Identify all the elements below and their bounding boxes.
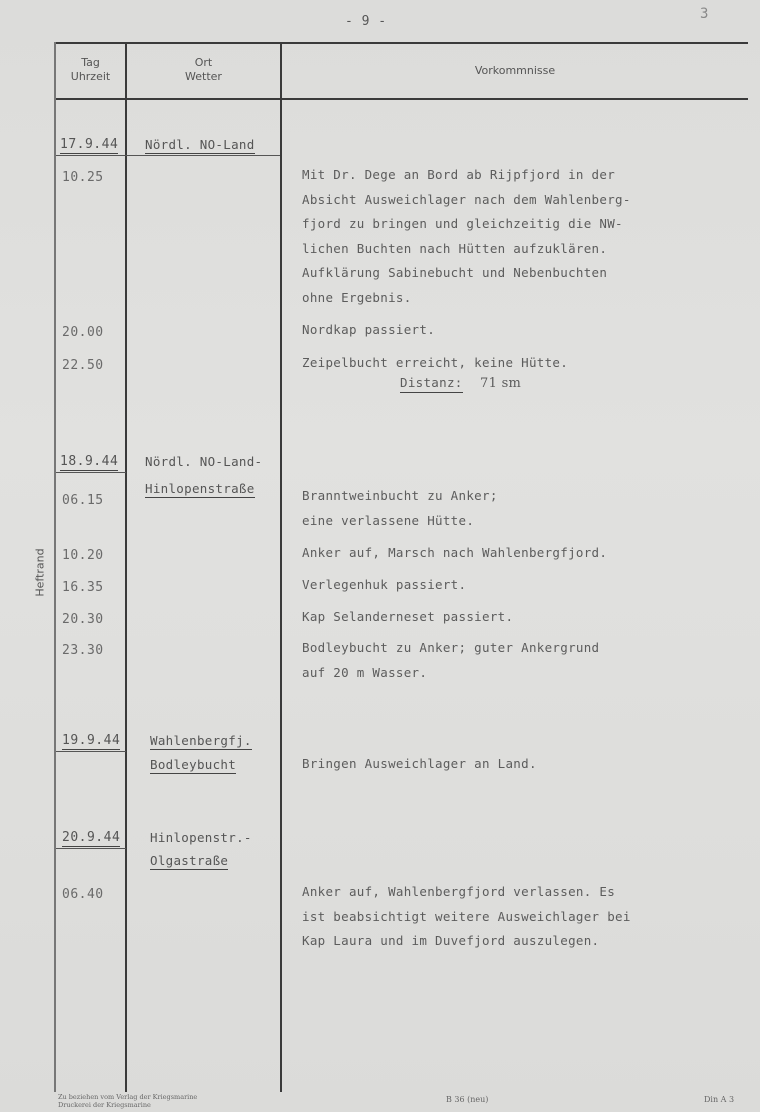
text-line: fjord zu bringen und gleichzeitig die NW- bbox=[302, 216, 623, 231]
header-date-line1: Tag bbox=[81, 56, 100, 69]
header-place-line1: Ort bbox=[194, 56, 213, 69]
header-date bbox=[56, 56, 125, 84]
entry-date-3: 19.9.44 bbox=[62, 733, 121, 748]
entry-time: 23.30 bbox=[62, 643, 104, 658]
entry-place-2a: Nördl. NO-Land- bbox=[145, 454, 263, 469]
entry-place-4a: Hinlopenstr.- bbox=[150, 830, 252, 845]
text-line: Aufklärung Sabinebucht und Nebenbuchten bbox=[302, 265, 608, 280]
footer-left bbox=[58, 1093, 197, 1109]
text-line: Absicht Ausweichlager nach dem Wahlenberg- bbox=[302, 191, 631, 207]
header-events: Vorkommnisse bbox=[474, 64, 556, 77]
entry-1-rule bbox=[56, 155, 280, 156]
header-place-line2: Wetter bbox=[185, 70, 222, 83]
entry-place-2b: Hinlopenstraße bbox=[145, 481, 255, 496]
entry-time: 16.35 bbox=[62, 580, 104, 595]
entry-time: 20.30 bbox=[62, 612, 104, 627]
text-line: lichen Buchten nach Hütten aufzuklären. bbox=[302, 240, 608, 256]
margin-label: Heftrand bbox=[33, 548, 47, 597]
column-divider-place bbox=[280, 42, 282, 1092]
text-line: Kap Selanderneset passiert. bbox=[302, 609, 514, 624]
footer-left-line1: Zu beziehen vom Verlag der Kriegsmarine bbox=[58, 1093, 198, 1101]
corner-mark: 3 bbox=[700, 6, 709, 22]
text-line: Bodleybucht zu Anker; guter Ankergrund bbox=[302, 640, 600, 655]
text-line: Mit Dr. Dege an Bord ab Rijpfjord in der bbox=[302, 167, 616, 182]
column-divider-date bbox=[125, 42, 127, 1092]
entry-time: 20.00 bbox=[62, 325, 104, 340]
distance-label: Distanz: bbox=[400, 375, 463, 393]
text-line: Zeipelbucht erreicht, keine Hütte. bbox=[302, 355, 569, 370]
footer-form-number: B 36 (neu) bbox=[446, 1095, 489, 1104]
entry-3-rule bbox=[56, 751, 126, 752]
entry-2-rule bbox=[56, 472, 126, 473]
entry-time: 06.15 bbox=[62, 493, 104, 508]
entry-date-2: 18.9.44 bbox=[60, 454, 119, 469]
entry-text bbox=[302, 484, 498, 533]
text-line: ist beabsichtigt weitere Ausweichlager bei bbox=[302, 908, 631, 924]
header-date-line2: Uhrzeit bbox=[70, 70, 111, 83]
entry-text bbox=[302, 163, 631, 310]
text-line: auf 20 m Wasser. bbox=[302, 664, 428, 680]
text-line: Nordkap passiert. bbox=[302, 322, 436, 337]
footer-paper-size: Din A 3 bbox=[704, 1095, 735, 1104]
header-bottom-rule bbox=[56, 98, 748, 100]
text-line: Anker auf, Marsch nach Wahlenbergfjord. bbox=[302, 545, 608, 560]
entry-place-1: Nördl. NO-Land bbox=[145, 137, 255, 152]
entry-text bbox=[302, 880, 631, 954]
entry-time: 10.25 bbox=[62, 170, 104, 185]
entry-date-4: 20.9.44 bbox=[62, 830, 121, 845]
page-number: - 9 - bbox=[345, 14, 387, 29]
text-line: Branntweinbucht zu Anker; bbox=[302, 488, 498, 503]
entry-place-3b: Bodleybucht bbox=[150, 757, 237, 772]
entry-time: 06.40 bbox=[62, 887, 104, 902]
entry-text bbox=[302, 636, 599, 685]
table-left-border bbox=[54, 42, 56, 1092]
table-top-rule bbox=[56, 42, 748, 44]
header-place bbox=[127, 56, 280, 84]
entry-place-4b: Olgastraße bbox=[150, 853, 229, 868]
text-line: Anker auf, Wahlenbergfjord verlassen. Es bbox=[302, 884, 616, 899]
entry-date-1: 17.9.44 bbox=[60, 137, 119, 152]
entry-time: 22.50 bbox=[62, 358, 104, 373]
entry-4-rule bbox=[56, 848, 126, 849]
text-line: Bringen Ausweichlager an Land. bbox=[302, 756, 537, 771]
text-line: ohne Ergebnis. bbox=[302, 289, 412, 305]
text-line: Kap Laura und im Duvefjord auszulegen. bbox=[302, 933, 600, 948]
text-line: eine verlassene Hütte. bbox=[302, 512, 475, 528]
distance-value: 71 sm bbox=[480, 376, 522, 391]
entry-time: 10.20 bbox=[62, 548, 104, 563]
entry-place-3a: Wahlenbergfj. bbox=[150, 733, 252, 748]
text-line: Verlegenhuk passiert. bbox=[302, 577, 467, 592]
footer-left-line2: Druckerei der Kriegsmarine bbox=[58, 1101, 151, 1109]
